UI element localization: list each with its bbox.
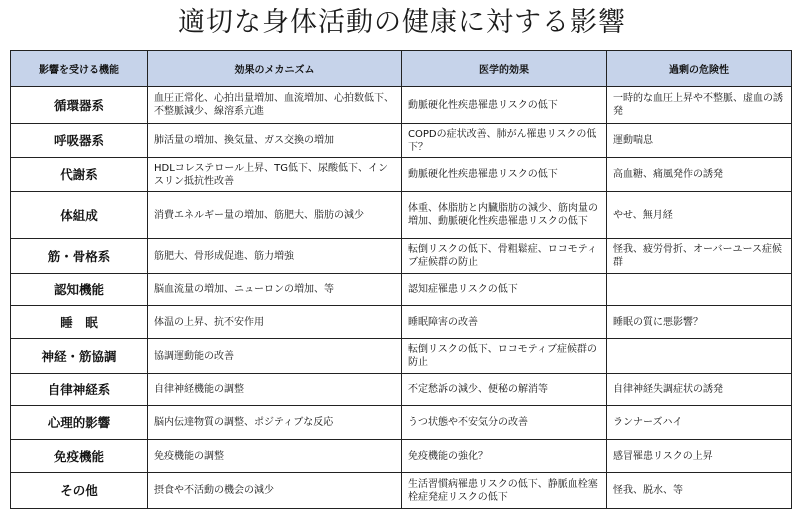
row-medical-effect: 転倒リスクの低下、ロコモティブ症候群の防止 xyxy=(402,339,607,374)
header-function: 影響を受ける機能 xyxy=(11,51,148,87)
row-mechanism: 脳内伝達物質の調整、ポジティブな反応 xyxy=(148,406,402,440)
row-excess-risk: 怪我、疲労骨折、オーバーユース症候群 xyxy=(607,239,792,274)
row-excess-risk: 感冒罹患リスクの上昇 xyxy=(607,440,792,473)
row-excess-risk: 睡眠の質に悪影響？ xyxy=(607,306,792,339)
row-mechanism: 血圧正常化、心拍出量増加、血流増加、心拍数低下、不整脈減少、線溶系亢進 xyxy=(148,87,402,124)
row-mechanism: HDLコレステロール上昇、TG低下、尿酸低下、インスリン抵抗性改善 xyxy=(148,158,402,192)
row-category: 認知機能 xyxy=(11,274,148,306)
table-row xyxy=(11,406,792,440)
row-mechanism: 協調運動能の改善 xyxy=(148,339,402,374)
row-medical-effect: 不定愁訴の減少、便秘の解消等 xyxy=(402,374,607,406)
row-excess-risk: ランナーズハイ xyxy=(607,406,792,440)
table-row xyxy=(11,124,792,158)
table-row xyxy=(11,306,792,339)
row-excess-risk xyxy=(607,274,792,306)
row-category: 心理的影響 xyxy=(11,406,148,440)
row-excess-risk: 一時的な血圧上昇や不整脈、虚血の誘発 xyxy=(607,87,792,124)
row-excess-risk: 自律神経失調症状の誘発 xyxy=(607,374,792,406)
row-category: 睡 眠 xyxy=(11,306,148,339)
page-title: 適切な身体活動の健康に対する影響 xyxy=(178,7,626,38)
row-excess-risk: 運動喘息 xyxy=(607,124,792,158)
row-medical-effect: 転倒リスクの低下、骨粗鬆症、ロコモティブ症候群の防止 xyxy=(402,239,607,274)
row-excess-risk: やせ、無月経 xyxy=(607,192,792,239)
table-header-row xyxy=(11,51,792,87)
row-medical-effect: 体重、体脂肪と内臓脂肪の減少、筋肉量の増加、動脈硬化性疾患罹患リスクの低下 xyxy=(402,192,607,239)
row-excess-risk xyxy=(607,339,792,374)
health-effects-table xyxy=(10,50,792,509)
row-medical-effect: 認知症罹患リスクの低下 xyxy=(402,274,607,306)
row-category: 免疫機能 xyxy=(11,440,148,473)
row-mechanism: 自律神経機能の調整 xyxy=(148,374,402,406)
row-excess-risk: 高血糖、痛風発作の誘発 xyxy=(607,158,792,192)
row-mechanism: 肺活量の増加、換気量、ガス交換の増加 xyxy=(148,124,402,158)
row-medical-effect: 睡眠障害の改善 xyxy=(402,306,607,339)
header-medical-effect: 医学的効果 xyxy=(402,51,607,87)
row-category: 神経・筋協調 xyxy=(11,339,148,374)
row-category: 代謝系 xyxy=(11,158,148,192)
table-row xyxy=(11,274,792,306)
row-mechanism: 消費エネルギー量の増加、筋肥大、脂肪の減少 xyxy=(148,192,402,239)
table-row xyxy=(11,339,792,374)
table-row xyxy=(11,158,792,192)
row-medical-effect: 生活習慣病罹患リスクの低下、静脈血栓塞栓症発症リスクの低下 xyxy=(402,473,607,509)
row-medical-effect: 動脈硬化性疾患罹患リスクの低下 xyxy=(402,87,607,124)
row-category: その他 xyxy=(11,473,148,509)
table-row xyxy=(11,239,792,274)
table-row xyxy=(11,473,792,509)
row-category: 循環器系 xyxy=(11,87,148,124)
table-row xyxy=(11,440,792,473)
table-row xyxy=(11,374,792,406)
row-mechanism: 筋肥大、骨形成促進、筋力増強 xyxy=(148,239,402,274)
row-category: 筋・骨格系 xyxy=(11,239,148,274)
table-row xyxy=(11,87,792,124)
row-mechanism: 脳血流量の増加、ニューロンの増加、等 xyxy=(148,274,402,306)
row-category: 体組成 xyxy=(11,192,148,239)
row-category: 自律神経系 xyxy=(11,374,148,406)
row-medical-effect: うつ状態や不安気分の改善 xyxy=(402,406,607,440)
row-mechanism: 体温の上昇、抗不安作用 xyxy=(148,306,402,339)
header-mechanism: 効果のメカニズム xyxy=(148,51,402,87)
header-excess-risk: 過剰の危険性 xyxy=(607,51,792,87)
row-medical-effect: COPDの症状改善、肺がん罹患リスクの低下？ xyxy=(402,124,607,158)
table-row xyxy=(11,192,792,239)
row-excess-risk: 怪我、脱水、等 xyxy=(607,473,792,509)
row-medical-effect: 動脈硬化性疾患罹患リスクの低下 xyxy=(402,158,607,192)
row-medical-effect: 免疫機能の強化？ xyxy=(402,440,607,473)
row-category: 呼吸器系 xyxy=(11,124,148,158)
row-mechanism: 摂食や不活動の機会の減少 xyxy=(148,473,402,509)
row-mechanism: 免疫機能の調整 xyxy=(148,440,402,473)
